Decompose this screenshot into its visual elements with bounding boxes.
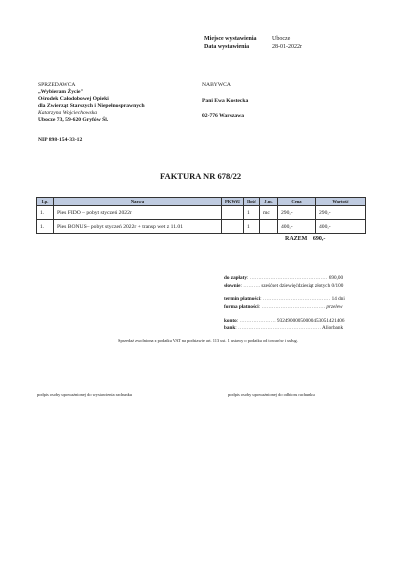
seller-line1: „Wybieram Życie" xyxy=(38,89,84,95)
col-header-jm: J.m. xyxy=(260,198,278,206)
summary-bank: bank: ………………………………………… Aliorbank xyxy=(224,325,344,331)
cell-pkwiu xyxy=(222,220,244,234)
col-header-pkwiu: PKWiU xyxy=(222,198,244,206)
signature-right: podpis osoby upoważnionej do odbioru rachunku xyxy=(228,392,315,397)
slownie-value: sześćset dziewięćdziesiąt złotych 0/100 xyxy=(261,283,344,289)
cell-cena: 290,- xyxy=(278,206,316,220)
col-header-lp: Lp. xyxy=(37,198,54,206)
col-header-cena: Cena xyxy=(278,198,316,206)
seller-line5: Ubocze 73, 59-620 Gryfów Śl. xyxy=(38,117,109,123)
cell-pkwiu xyxy=(222,206,244,220)
buyer-heading: NABYWCA xyxy=(202,82,231,88)
forma-value: przelew xyxy=(326,304,343,310)
summary-do-zaplaty: do zapłaty: ……………………………………… 690,00 xyxy=(224,275,344,281)
seller-nip: NIP 898-154-33-12 xyxy=(38,137,83,143)
buyer-name: Pani Ewa Kostecka xyxy=(202,98,249,104)
cell-nazwa: Pies FIDO – pobyt styczeń 2022r xyxy=(54,206,222,220)
total-label: RAZEM xyxy=(285,236,308,242)
termin-value: 14 dni xyxy=(331,296,345,302)
signature-left: podpis osoby upoważnionej do wystawienia rachunku xyxy=(37,392,132,397)
cell-lp: 1. xyxy=(37,206,54,220)
issue-date-value: 28-01-2022r xyxy=(272,44,302,50)
seller-line4: Katarzyna Wojciechowska xyxy=(38,110,97,116)
do-zaplaty-label: do zapłaty xyxy=(224,275,247,281)
table-row xyxy=(37,206,366,220)
col-header-ilosc: Ilość xyxy=(244,198,260,206)
forma-label: forma płatności xyxy=(224,304,259,310)
slownie-label: słownie xyxy=(224,283,241,289)
cell-jm xyxy=(260,220,278,234)
issue-place-value: Ubocze xyxy=(272,36,291,42)
cell-ilosc: 1 xyxy=(244,220,260,234)
termin-label: termin płatności xyxy=(224,296,261,302)
seller-heading: SPRZEDAWCA xyxy=(38,82,76,88)
buyer-address: 02-776 Warszawa xyxy=(202,113,245,119)
cell-ilosc: 1 xyxy=(244,206,260,220)
summary-slownie: słownie: ………. sześćset dziewięćdziesiąt złotych 0/100 xyxy=(224,283,344,289)
cell-wartosc: 290,- xyxy=(316,206,366,220)
invoice-title: FAKTURA NR 678/22 xyxy=(160,171,242,181)
cell-cena: 400,- xyxy=(278,220,316,234)
do-zaplaty-value: 690,00 xyxy=(328,275,344,281)
bank-label: bank xyxy=(224,325,236,331)
cell-wartosc: 400,- xyxy=(316,220,366,234)
seller-line2: Ośrodek Całodobowej Opieki xyxy=(38,96,109,102)
total-row xyxy=(285,236,325,242)
cell-jm: mc xyxy=(260,206,278,220)
summary-termin: termin płatności: ………………………………… 14 dni xyxy=(224,296,345,302)
col-header-nazwa: Nazwa xyxy=(54,198,222,206)
konto-label: konto xyxy=(224,318,237,324)
konto-value: 93249000050000453051421406 xyxy=(277,318,345,324)
seller-line3: dla Zwierząt Starszych i Niepełnosprawnych xyxy=(38,103,145,109)
summary-forma: forma płatności: ………………………………. przelew xyxy=(224,304,343,310)
issue-place-label: Miejsce wystawienia xyxy=(204,36,257,42)
summary-konto: konto: ………………… 93249000050000453051421406 xyxy=(224,318,345,324)
items-table xyxy=(36,197,366,234)
vat-note: Sprzedaż zwolniona z podatku VAT na podstawie art. 113 ust. 1 ustawy o podatku od towarów i usług. xyxy=(118,338,298,343)
issue-date-label: Data wystawienia xyxy=(204,44,250,50)
table-header-row xyxy=(37,198,366,206)
cell-lp: 1. xyxy=(37,220,54,234)
table-row xyxy=(37,220,366,234)
col-header-wartosc: Wartość xyxy=(316,198,366,206)
cell-nazwa: Pies BONUS– pobyt styczeń 2022r + transp wet z 11.01 xyxy=(54,220,222,234)
total-value: 690,- xyxy=(312,236,326,242)
bank-value: Aliorbank xyxy=(322,325,344,331)
